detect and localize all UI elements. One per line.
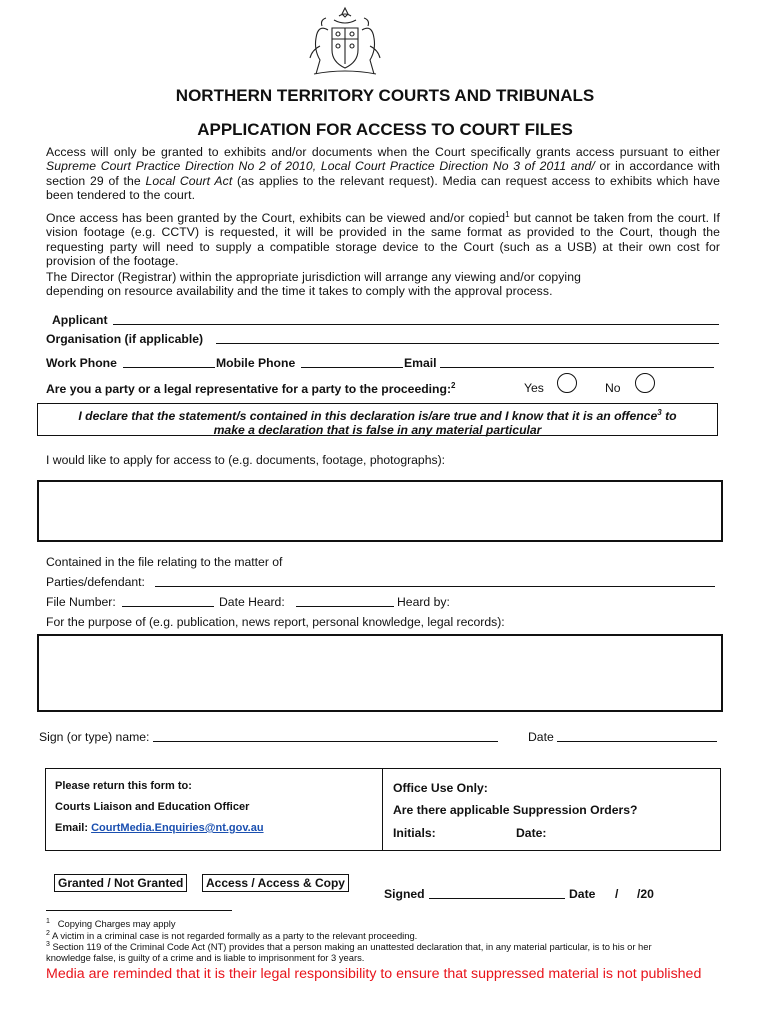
no-label: No — [605, 381, 621, 395]
mobile-phone-field[interactable] — [301, 357, 403, 368]
suppression-question: Are there applicable Suppression Orders? — [393, 803, 638, 817]
organisation-label: Organisation (if applicable) — [46, 332, 204, 346]
page-title: NORTHERN TERRITORY COURTS AND TRIBUNALS — [175, 86, 595, 105]
work-phone-label: Work Phone — [46, 356, 117, 370]
footnote-divider — [46, 910, 232, 911]
purpose-label: For the purpose of (e.g. publication, news report, personal knowledge, legal records): — [46, 615, 505, 629]
parties-label: Parties/defendant: — [46, 575, 145, 589]
access-request-label: I would like to apply for access to (e.g. documents, footage, photographs): — [46, 453, 446, 467]
return-to-label: Please return this form to: — [55, 780, 192, 792]
sign-name-field[interactable] — [153, 731, 498, 742]
sign-date-field[interactable] — [557, 731, 717, 742]
yes-label: Yes — [524, 381, 544, 395]
date-heard-label: Date Heard: — [219, 595, 285, 609]
coat-of-arms-logo — [306, 6, 384, 78]
mobile-phone-label: Mobile Phone — [216, 356, 296, 370]
email-field[interactable] — [440, 357, 714, 368]
declaration-box — [37, 403, 718, 436]
granted-not-granted-option[interactable]: Granted / Not Granted — [54, 874, 187, 892]
declaration-line-1: I declare that the statement/s contained in this declaration is/are true and I know that it is an offence$^3$ to — [78, 408, 677, 424]
footnote-2: $^2$ A victim in a criminal case is not regarded formally as a party to the relevant proceeding. — [46, 930, 418, 942]
work-phone-field[interactable] — [123, 357, 215, 368]
footnote-3: $^3$ Section 119 of the Criminal Code Act (NT) provides that a person making an unattested declaration that, in any material particular, is to his or her knowledge false, is guilty of a crime and is liable to imprisonment for 3 years. — [46, 941, 652, 963]
date-separator: / — [615, 887, 619, 901]
sign-date-label: Date — [528, 730, 554, 744]
date-heard-field[interactable] — [296, 596, 394, 607]
file-number-field[interactable] — [122, 596, 214, 607]
organisation-field[interactable] — [216, 333, 719, 344]
initials-label: Initials: — [393, 826, 436, 840]
office-sign-date-label: Date — [569, 887, 596, 901]
party-question: Are you a party or a legal representative for a party to the proceeding:$^2$ — [46, 381, 456, 397]
return-email: Email: CourtMedia.Enquiries@nt.gov.au — [55, 822, 264, 834]
declaration-line-2: make a declaration that is false in any material particular — [213, 423, 542, 438]
signed-field[interactable] — [429, 888, 565, 899]
matter-label: Contained in the file relating to the matter of — [46, 555, 283, 569]
sign-name-label: Sign (or type) name: — [39, 730, 150, 744]
email-link[interactable]: CourtMedia.Enquiries@nt.gov.au — [91, 822, 264, 834]
yes-radio[interactable] — [557, 373, 577, 393]
footnote-1: $^1$ Copying Charges may apply — [46, 918, 176, 930]
form-title: APPLICATION FOR ACCESS TO COURT FILES — [197, 120, 573, 139]
return-form-table — [45, 768, 721, 851]
heard-by-label: Heard by: — [397, 595, 450, 609]
intro-paragraph-access: Access will only be granted to exhibits and/or documents when the Court specifically grants access pursuant to either Supreme Court Practice Direction No 2 of 2010, Local Court Practice Direction No 3 of 2011 and/ or in accordance with section 29 of the Local Court Act (as applies to the relevant request). Media can request access to exhibits which have been tendered to the court. — [46, 145, 720, 203]
applicant-field[interactable] — [113, 314, 719, 325]
access-request-box[interactable] — [37, 480, 723, 542]
officer-name: Courts Liaison and Education Officer — [55, 801, 250, 813]
year-prefix: /20 — [637, 887, 654, 901]
office-use-label: Office Use Only: — [393, 781, 488, 795]
office-date-label: Date: — [516, 826, 547, 840]
file-number-label: File Number: — [46, 595, 116, 609]
suppression-notice: Media are reminded that it is their legal responsibility to ensure that suppressed material is not published — [46, 966, 702, 982]
no-radio[interactable] — [635, 373, 655, 393]
applicant-label: Applicant — [52, 313, 108, 327]
signed-label: Signed — [384, 887, 425, 901]
intro-paragraph-viewing: Once access has been granted by the Court, exhibits can be viewed and/or copied$^1$ but cannot be taken from the court. If vision footage (e.g. CCTV) is requested, it will be provided in the same format as provided to the Court, though the requesting party will need to supply a compatible storage device to the Court (such as a USB) at their own cost for provision of the footage. — [46, 210, 720, 269]
intro-paragraph-director: The Director (Registrar) within the appropriate jurisdiction will arrange any viewing and/or copying depending on resource availability and the time it takes to comply with the approval process. — [46, 270, 581, 299]
purpose-box[interactable] — [37, 634, 723, 712]
email-label: Email — [404, 356, 437, 370]
access-copy-option[interactable]: Access / Access & Copy — [202, 874, 349, 892]
parties-field[interactable] — [155, 576, 715, 587]
